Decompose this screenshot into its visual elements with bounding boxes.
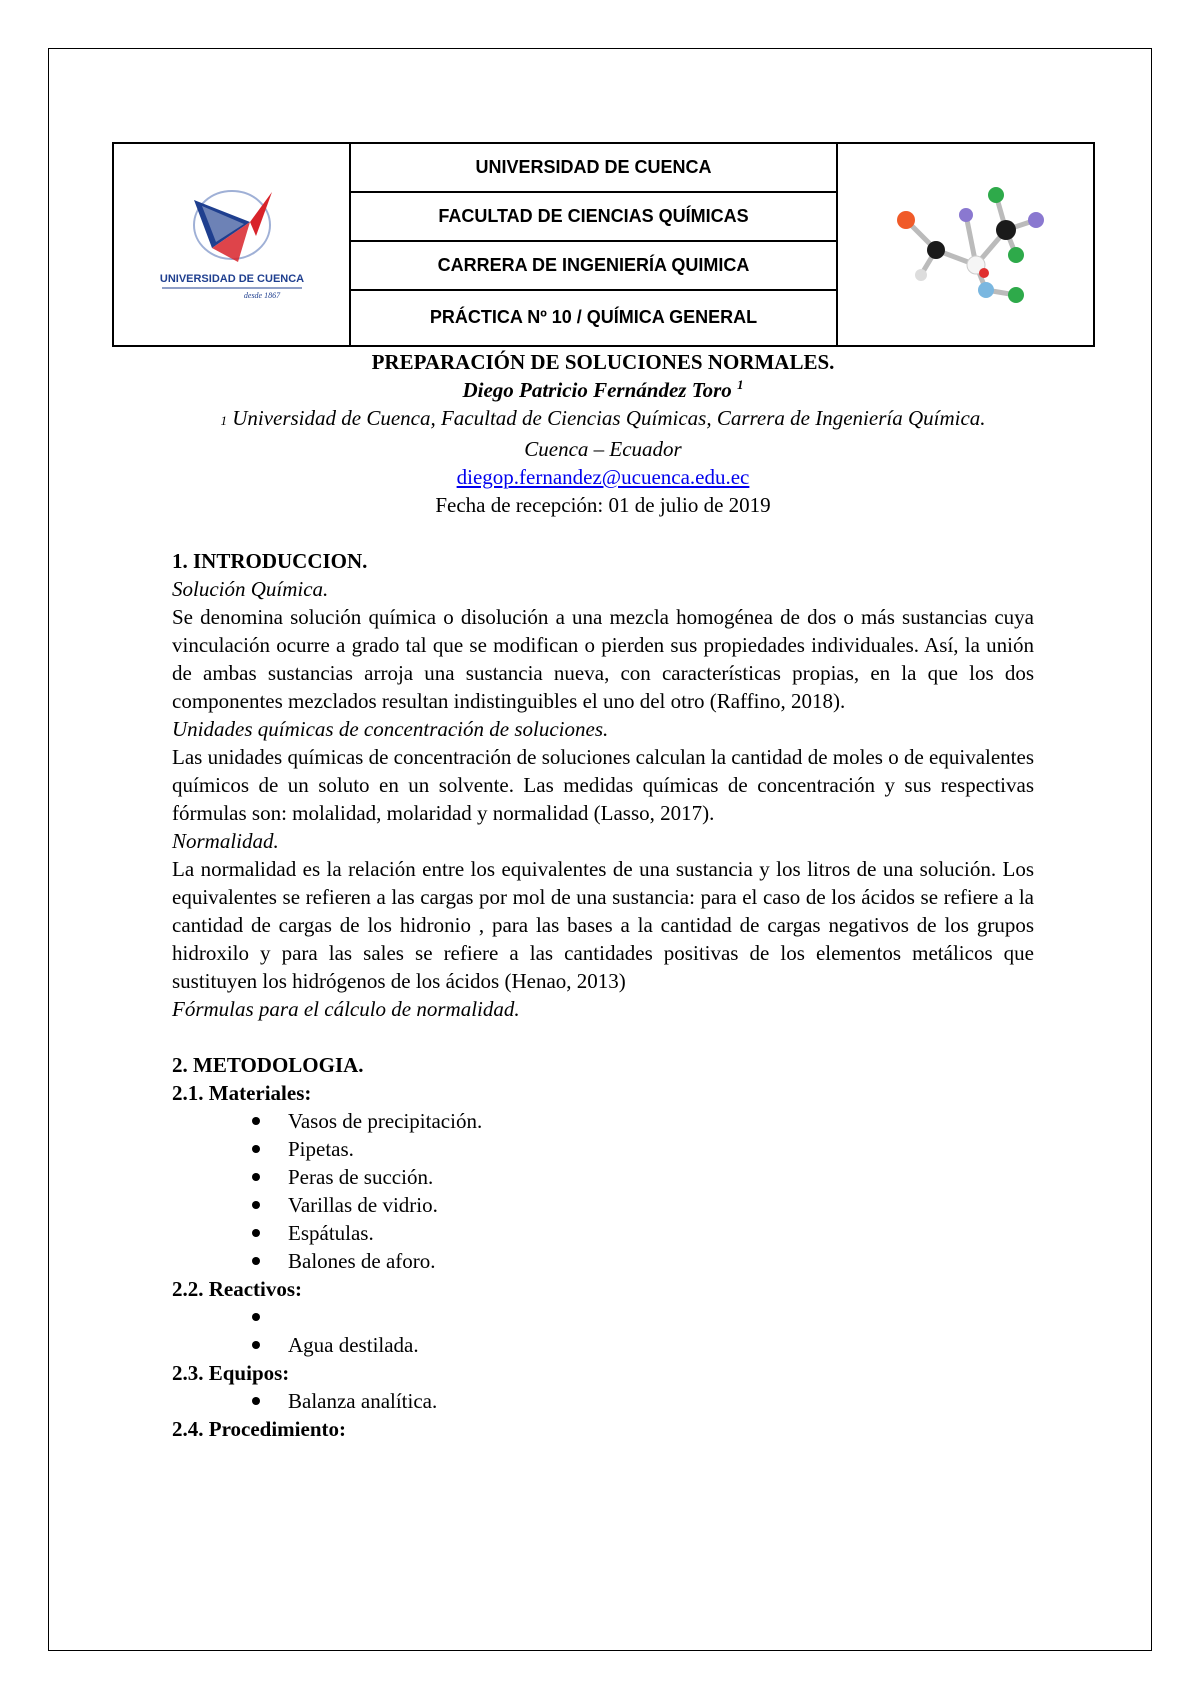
list-item: Pipetas. bbox=[252, 1135, 1034, 1163]
logo-text: UNIVERSIDAD DE CUENCA bbox=[159, 272, 304, 285]
intro-paragraph-3: La normalidad es la relación entre los equivalentes de una sustancia y los litros de una solución. Los equivalentes se refieren a las cargas por mol de una sustancia: para el caso de los ácidos se refiere a la cantidad de cargas de los hidronio , para las bases a la cantidad de cargas negativos de los grupos hidroxilo y para las sales se refiere a las cantidades positivas de los elementos metálicos que sustituyen los hidrógenos de los ácidos (Henao, 2013) bbox=[172, 857, 1034, 993]
list-item: Peras de succión. bbox=[252, 1163, 1034, 1191]
equipment-list bbox=[172, 1387, 1034, 1415]
molecule-cell bbox=[838, 144, 1093, 345]
affiliation-line bbox=[172, 404, 1034, 435]
header-faculty: FACULTAD DE CIENCIAS QUÍMICAS bbox=[351, 193, 836, 242]
list-item bbox=[252, 1303, 1034, 1331]
reagents-list bbox=[172, 1303, 1034, 1359]
author-line bbox=[172, 376, 1034, 404]
logo-cell bbox=[114, 144, 351, 345]
header-career: CARRERA DE INGENIERÍA QUIMICA bbox=[351, 242, 836, 291]
intro-sub-formulas: Fórmulas para el cálculo de normalidad. bbox=[172, 997, 520, 1021]
intro-paragraph-1: Se denomina solución química o disolución a una mezcla homogénea de dos o más sustancias cuya vinculación ocurre a grado tal que se modifican o pierden sus propiedades individuales. Así, la unión de ambas sustancias arroja una sustancia nueva, con características propias, en la que los dos componentes mezclados resultan indistinguibles el uno del otro (Raffino, 2018). bbox=[172, 605, 1034, 713]
list-item: Vasos de precipitación. bbox=[252, 1107, 1034, 1135]
header-practice: PRÁCTICA Nº 10 / QUÍMICA GENERAL bbox=[429, 307, 758, 328]
intro-sub-unidades: Unidades químicas de concentración de soluciones. bbox=[172, 717, 609, 741]
document-body bbox=[172, 348, 1034, 1443]
email-line bbox=[172, 463, 1034, 491]
list-item: Balanza analítica. bbox=[252, 1387, 1034, 1415]
intro-sub-solucion: Solución Química. bbox=[172, 577, 329, 601]
header-text-cell bbox=[351, 144, 838, 345]
document-title: PREPARACIÓN DE SOLUCIONES NORMALES. bbox=[371, 350, 835, 374]
list-item: Varillas de vidrio. bbox=[252, 1191, 1034, 1219]
author-name: Diego Patricio Fernández Toro bbox=[462, 378, 732, 402]
header-university: UNIVERSIDAD DE CUENCA bbox=[351, 144, 836, 193]
university-logo bbox=[132, 170, 332, 320]
received-date: Fecha de recepción: 01 de julio de 2019 bbox=[435, 493, 771, 517]
affiliation-text: Universidad de Cuenca, Facultad de Ciencias Químicas, Carrera de Ingeniería Química. bbox=[226, 406, 986, 430]
intro-heading: 1. INTRODUCCION. bbox=[172, 549, 368, 573]
email-link[interactable]: diegop.fernandez@ucuenca.edu.ec bbox=[456, 465, 750, 489]
materials-list bbox=[172, 1107, 1034, 1275]
intro-sub-normalidad: Normalidad. bbox=[172, 829, 279, 853]
logo-subtext: desde 1867 bbox=[243, 290, 280, 300]
location-line: Cuenca – Ecuador bbox=[524, 437, 682, 461]
materials-heading: 2.1. Materiales: bbox=[172, 1081, 312, 1105]
header-table bbox=[112, 142, 1095, 347]
reagents-heading: 2.2. Reactivos: bbox=[172, 1277, 303, 1301]
list-item: Balones de aforo. bbox=[252, 1247, 1034, 1275]
method-heading: 2. METODOLOGIA. bbox=[172, 1053, 364, 1077]
affiliation-number: 1 bbox=[220, 413, 227, 428]
intro-paragraph-2: Las unidades químicas de concentración de soluciones calculan la cantidad de moles o de equivalentes químicos de un soluto en un solvente. Las medidas químicas de concentración y sus respectivas fórmulas son: molalidad, molaridad y normalidad (Lasso, 2017). bbox=[172, 745, 1034, 825]
molecule-image bbox=[866, 165, 1066, 325]
equipment-heading: 2.3. Equipos: bbox=[172, 1361, 290, 1385]
list-item: Espátulas. bbox=[252, 1219, 1034, 1247]
procedure-heading: 2.4. Procedimiento: bbox=[172, 1417, 346, 1441]
author-superscript: 1 bbox=[737, 377, 744, 392]
list-item: Agua destilada. bbox=[252, 1331, 1034, 1359]
